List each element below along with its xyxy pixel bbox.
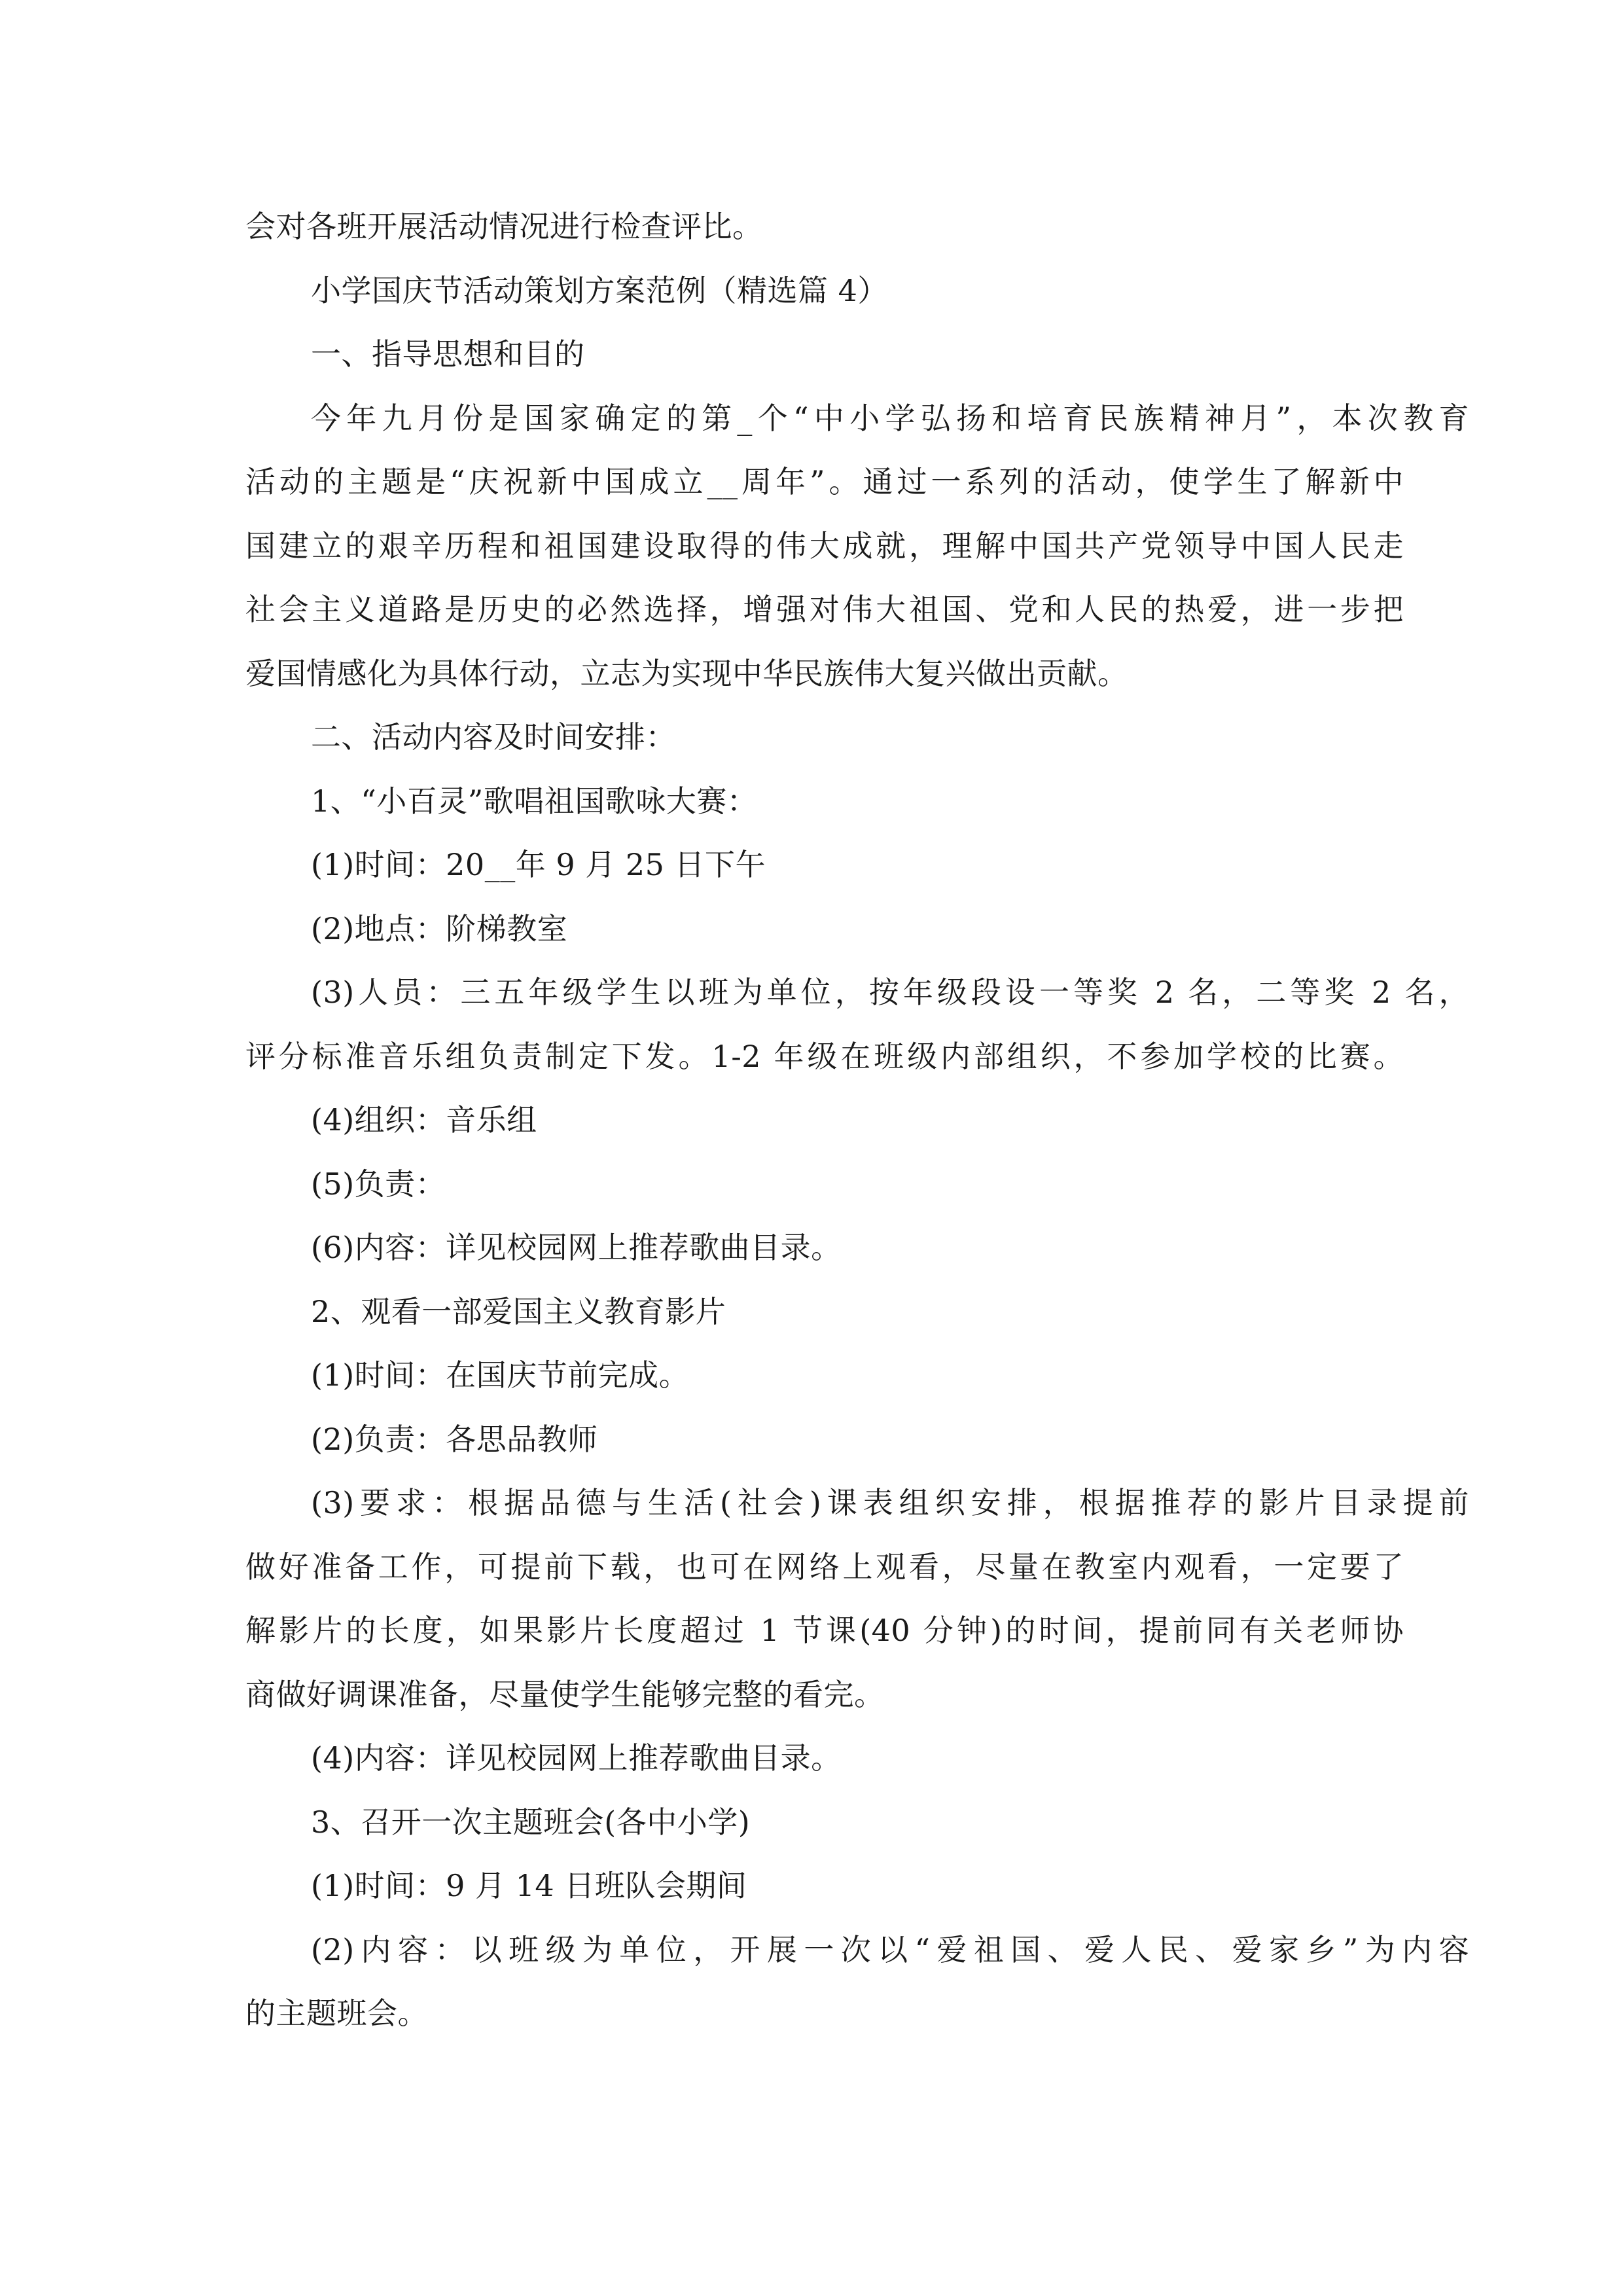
text-line: (1)时间：20__年 9 月 25 日下午 bbox=[311, 847, 766, 882]
text-line: 今年九月份是国家确定的第_个“中小学弘扬和培育民族精神月”，本次教育 bbox=[311, 400, 1469, 436]
text-line: (1)时间：在国庆节前完成。 bbox=[311, 1357, 690, 1393]
text-line: 国建立的艰辛历程和祖国建设取得的伟大成就，理解中国共产党领导中国人民走 bbox=[245, 528, 1404, 564]
text-line: 1、“小百灵”歌唱祖国歌咏大赛： bbox=[311, 783, 758, 819]
text-line: 3、召开一次主题班会(各中小学) bbox=[311, 1804, 751, 1840]
text-line: (3)要求：根据品德与生活(社会)课表组织安排，根据推荐的影片目录提前 bbox=[311, 1485, 1469, 1520]
text-line: 2、观看一部爱国主义教育影片 bbox=[311, 1293, 726, 1329]
text-line: 二、活动内容及时间安排： bbox=[311, 719, 676, 755]
text-line: (2)负责：各思品教师 bbox=[311, 1421, 598, 1457]
text-line: 评分标准音乐组负责制定下发。1-2 年级在班级内部组织，不参加学校的比赛。 bbox=[245, 1038, 1404, 1074]
text-line: 做好准备工作，可提前下载，也可在网络上观看，尽量在教室内观看，一定要了 bbox=[245, 1549, 1404, 1585]
text-line: 一、指导思想和目的 bbox=[311, 336, 585, 372]
text-line: (4)组织：音乐组 bbox=[311, 1102, 537, 1138]
text-line: 的主题班会。 bbox=[245, 1996, 428, 2031]
text-line: (3)人员：三五年级学生以班为单位，按年级段设一等奖 2 名，二等奖 2 名， bbox=[311, 975, 1469, 1010]
text-line: (6)内容：详见校园网上推荐歌曲目录。 bbox=[311, 1230, 842, 1265]
text-line: (1)时间：9 月 14 日班队会期间 bbox=[311, 1868, 747, 1903]
text-line: (2)地点：阶梯教室 bbox=[311, 910, 568, 946]
text-line: 爱国情感化为具体行动，立志为实现中华民族伟大复兴做出贡献。 bbox=[245, 655, 1128, 691]
text-line: 会对各班开展活动情况进行检查评比。 bbox=[245, 209, 763, 244]
text-line: (4)内容：详见校园网上推荐歌曲目录。 bbox=[311, 1740, 842, 1776]
text-line: 小学国庆节活动策划方案范例（精选篇 4） bbox=[311, 272, 888, 308]
text-line: (2)内容：以班级为单位，开展一次以“爱祖国、爱人民、爱家乡”为内容 bbox=[311, 1931, 1469, 1967]
text-line: (5)负责： bbox=[311, 1166, 446, 1202]
text-line: 活动的主题是“庆祝新中国成立__周年”。通过一系列的活动，使学生了解新中 bbox=[245, 464, 1404, 499]
text-line: 商做好调课准备，尽量使学生能够完整的看完。 bbox=[245, 1676, 885, 1712]
text-line: 社会主义道路是历史的必然选择，增强对伟大祖国、党和人民的热爱，进一步把 bbox=[245, 592, 1404, 627]
document-body bbox=[0, 195, 1623, 2046]
text-line: 解影片的长度，如果影片长度超过 1 节课(40 分钟)的时间，提前同有关老师协 bbox=[245, 1613, 1404, 1648]
